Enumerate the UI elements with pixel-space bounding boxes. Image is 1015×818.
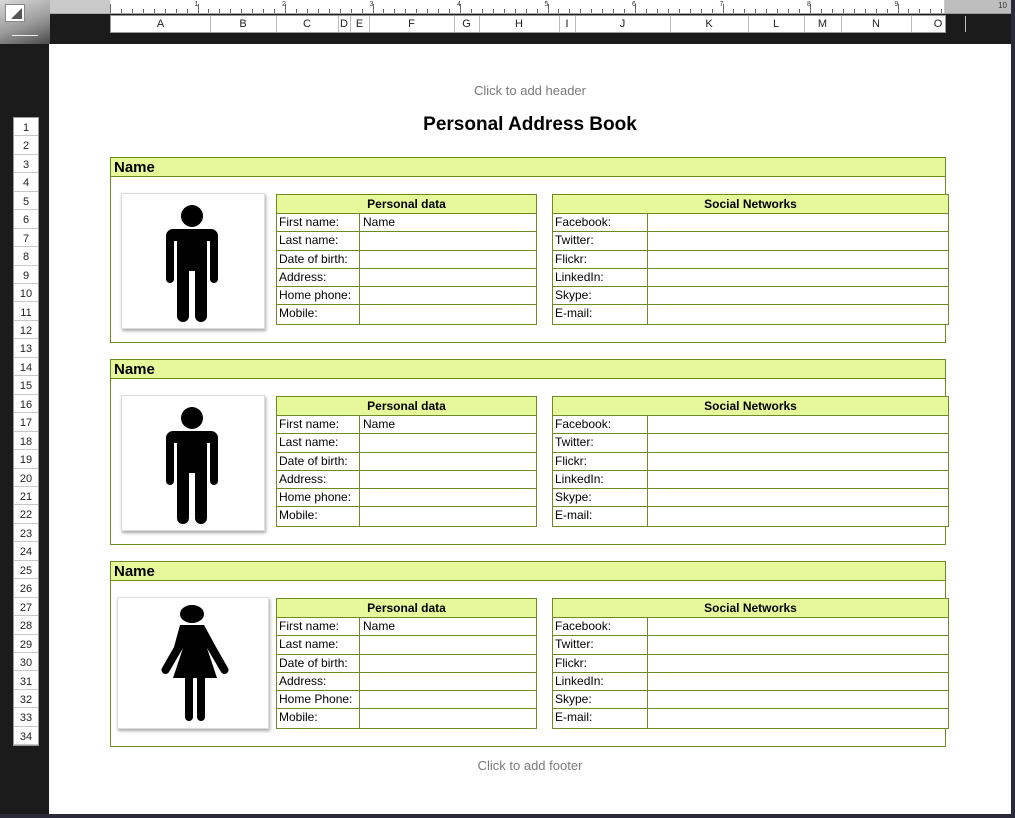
field-label: Last name: (277, 232, 360, 249)
field-value-cell[interactable] (360, 453, 536, 470)
field-label: Facebook: (553, 416, 648, 433)
field-value-cell[interactable]: Name (363, 215, 396, 229)
column-header-m[interactable]: M (804, 16, 842, 32)
table-row (553, 471, 948, 489)
ruler-tick (263, 9, 264, 14)
row-header-23[interactable]: 23 (14, 524, 38, 542)
field-label: First name: (277, 416, 360, 433)
ruler-tick (930, 9, 931, 14)
ruler-tick (504, 9, 505, 14)
row-header-30[interactable]: 30 (14, 653, 38, 671)
ruler-tick (307, 9, 308, 14)
field-value-cell[interactable] (648, 269, 948, 286)
field-value-cell[interactable] (648, 214, 948, 231)
table-row (277, 251, 536, 269)
ruler-tick (274, 9, 275, 14)
contact-name[interactable]: Name (111, 562, 945, 581)
ruler-tick (132, 9, 133, 14)
column-header-g[interactable]: G (454, 16, 480, 32)
row-header-27[interactable]: 27 (14, 598, 38, 616)
field-value-cell[interactable] (360, 287, 536, 304)
column-header-c[interactable]: C (276, 16, 339, 32)
field-value-cell[interactable] (648, 655, 948, 672)
row-header-13[interactable]: 13 (14, 339, 38, 357)
ruler-number: 3 (369, 1, 374, 8)
table-row (277, 673, 536, 691)
column-header-a[interactable]: A (111, 16, 211, 32)
column-headers (110, 15, 946, 33)
ruler-tick (865, 9, 866, 14)
field-value-cell[interactable] (648, 453, 948, 470)
field-value-cell[interactable] (360, 489, 536, 506)
ruler-tick (777, 9, 778, 14)
field-label: Skype: (553, 691, 648, 708)
ruler-tick (121, 9, 122, 14)
field-value-cell[interactable] (360, 691, 536, 708)
field-value-cell[interactable] (648, 232, 948, 249)
table-heading: Personal data (277, 195, 536, 214)
field-label: Twitter: (553, 434, 648, 451)
ruler-number: 8 (807, 1, 811, 8)
ruler-tick (241, 9, 242, 14)
ruler-tick (405, 9, 406, 14)
ruler-tick (526, 9, 527, 14)
row-header-8[interactable]: 8 (14, 247, 38, 265)
table-row (553, 287, 948, 305)
ruler-tick (427, 9, 428, 14)
row-header-25[interactable]: 25 (14, 561, 38, 579)
contact-card (110, 561, 946, 747)
row-header-6[interactable]: 6 (14, 210, 38, 228)
row-header-32[interactable]: 32 (14, 690, 38, 708)
table-row (277, 618, 536, 636)
ruler-tick (919, 9, 920, 14)
table-row (277, 489, 536, 507)
table-row (277, 305, 536, 323)
ruler-tick (712, 9, 713, 14)
ruler-tick (537, 9, 538, 14)
column-header-e[interactable]: E (350, 16, 370, 32)
row-header-12[interactable]: 12 (14, 321, 38, 339)
field-label: Flickr: (553, 453, 648, 470)
field-label: LinkedIn: (553, 269, 648, 286)
table-row (277, 416, 536, 434)
ruler-tick (668, 9, 669, 14)
ruler-tick (646, 9, 647, 14)
ruler-tick (329, 9, 330, 14)
row-header-4[interactable]: 4 (14, 173, 38, 191)
table-row (277, 691, 536, 709)
social-networks-table (552, 396, 949, 527)
table-row (553, 269, 948, 287)
field-label: Mobile: (277, 709, 360, 727)
window-edge (1011, 0, 1015, 818)
row-header-10[interactable]: 10 (14, 284, 38, 302)
contact-card (110, 359, 946, 545)
row-header-20[interactable]: 20 (14, 469, 38, 487)
field-label: E-mail: (553, 305, 648, 323)
field-value-cell[interactable] (648, 636, 948, 653)
column-header-l[interactable]: L (748, 16, 805, 32)
row-header-14[interactable]: 14 (14, 358, 38, 376)
field-label: Home phone: (277, 287, 360, 304)
field-value-cell[interactable] (648, 673, 948, 690)
field-value-cell[interactable] (648, 416, 948, 433)
field-value-cell[interactable] (648, 471, 948, 488)
field-value-cell[interactable] (360, 471, 536, 488)
field-value-cell[interactable] (360, 709, 536, 727)
field-label: Mobile: (277, 305, 360, 323)
column-header-i[interactable]: I (559, 16, 576, 32)
ruler-tick (471, 9, 472, 14)
ruler-tick (176, 9, 177, 14)
table-row (277, 269, 536, 287)
field-label: First name: (277, 214, 360, 231)
row-header-2[interactable]: 2 (14, 136, 38, 154)
table-row (277, 214, 536, 232)
column-header-j[interactable]: J (575, 16, 671, 32)
table-row (277, 709, 536, 727)
field-label: Date of birth: (277, 655, 360, 672)
row-header-29[interactable]: 29 (14, 635, 38, 653)
ruler-tick (154, 9, 155, 14)
field-label: Last name: (277, 636, 360, 653)
ruler-number: 5 (544, 1, 549, 8)
ruler-tick (340, 9, 341, 14)
ruler-number: 6 (632, 1, 636, 8)
field-label: Address: (277, 673, 360, 690)
table-heading: Personal data (277, 599, 536, 618)
social-networks-table (552, 598, 949, 729)
ruler-tick (493, 9, 494, 14)
table-heading: Social Networks (553, 397, 948, 416)
table-heading: Social Networks (553, 599, 948, 618)
table-row (277, 453, 536, 471)
table-row (277, 507, 536, 525)
ruler-number: 2 (282, 1, 286, 8)
ruler-tick (558, 9, 559, 14)
field-label: E-mail: (553, 709, 648, 727)
field-label: Date of birth: (277, 453, 360, 470)
ruler-tick (569, 9, 570, 14)
field-value-cell[interactable] (360, 673, 536, 690)
row-header-26[interactable]: 26 (14, 579, 38, 597)
ruler-tick (208, 9, 209, 14)
field-value-cell[interactable] (360, 269, 536, 286)
column-header-h[interactable]: H (479, 16, 560, 32)
ruler-tick (394, 9, 395, 14)
field-label: Flickr: (553, 655, 648, 672)
ruler-margin-left (50, 0, 110, 14)
table-row (277, 471, 536, 489)
ruler-tick (690, 9, 691, 14)
divider (12, 35, 38, 36)
ruler-tick (219, 9, 220, 14)
table-row (553, 673, 948, 691)
field-label: Last name: (277, 434, 360, 451)
row-header-18[interactable]: 18 (14, 432, 38, 450)
row-headers (13, 117, 39, 746)
row-header-22[interactable]: 22 (14, 505, 38, 523)
field-value-cell[interactable] (648, 434, 948, 451)
ruler-tick (416, 9, 417, 14)
row-header-34[interactable]: 34 (14, 727, 38, 745)
contact-photo[interactable] (121, 193, 265, 329)
column-header-k[interactable]: K (670, 16, 749, 32)
field-label: Flickr: (553, 251, 648, 268)
table-row (553, 636, 948, 654)
table-row (553, 214, 948, 232)
field-label: Home phone: (277, 489, 360, 506)
table-row (553, 453, 948, 471)
field-value-cell[interactable]: Name (363, 417, 396, 431)
ruler-tick (230, 9, 231, 14)
row-header-3[interactable]: 3 (14, 155, 38, 173)
ruler-tick (449, 9, 450, 14)
field-value-cell[interactable] (360, 636, 536, 653)
table-row (553, 434, 948, 452)
ruler-tick (296, 9, 297, 14)
ruler-tick (613, 9, 614, 14)
field-label: Facebook: (553, 618, 648, 635)
ruler-tick (843, 9, 844, 14)
ruler-tick (515, 9, 516, 14)
table-row (553, 655, 948, 673)
row-header-17[interactable]: 17 (14, 413, 38, 431)
ruler-tick (318, 9, 319, 14)
table-row (553, 507, 948, 525)
field-value-cell[interactable] (648, 305, 948, 323)
row-header-31[interactable]: 31 (14, 672, 38, 690)
ruler-tick (755, 9, 756, 14)
window-edge-bottom (0, 814, 1015, 818)
ruler-tick (602, 9, 603, 14)
field-label: LinkedIn: (553, 673, 648, 690)
row-header-16[interactable]: 16 (14, 395, 38, 413)
row-header-19[interactable]: 19 (14, 450, 38, 468)
field-value-cell[interactable] (648, 691, 948, 708)
table-row (277, 636, 536, 654)
field-label: LinkedIn: (553, 471, 648, 488)
ruler-tick (580, 9, 581, 14)
personal-data-table (276, 396, 537, 527)
table-heading: Social Networks (553, 195, 948, 214)
field-value-cell[interactable] (648, 489, 948, 506)
table-row (277, 655, 536, 673)
field-label: Skype: (553, 489, 648, 506)
table-row (277, 232, 536, 250)
row-header-15[interactable]: 15 (14, 376, 38, 394)
ruler-tick (482, 9, 483, 14)
contact-card (110, 157, 946, 343)
ruler-tick (788, 9, 789, 14)
horizontal-ruler (50, 0, 945, 14)
ruler-tick (821, 9, 822, 14)
personal-data-table (276, 598, 537, 729)
row-header-28[interactable]: 28 (14, 616, 38, 634)
field-label: Twitter: (553, 232, 648, 249)
ruler-tick (362, 9, 363, 14)
header-hint[interactable]: Click to add header (473, 83, 586, 98)
ruler-tick (887, 9, 888, 14)
column-header-b[interactable]: B (210, 16, 277, 32)
field-label: Home Phone: (277, 691, 360, 708)
ruler-tick (383, 9, 384, 14)
ruler-tick (876, 9, 877, 14)
table-row (553, 232, 948, 250)
field-label: Facebook: (553, 214, 648, 231)
ruler-tick (733, 9, 734, 14)
row-header-33[interactable]: 33 (14, 708, 38, 726)
table-row (553, 691, 948, 709)
table-row (553, 489, 948, 507)
field-value-cell[interactable] (360, 305, 536, 323)
table-row (553, 251, 948, 269)
row-header-24[interactable]: 24 (14, 542, 38, 560)
column-header-f[interactable]: F (369, 16, 455, 32)
field-value-cell[interactable] (360, 251, 536, 268)
contact-name[interactable]: Name (111, 360, 945, 379)
select-all-button[interactable] (5, 4, 25, 22)
table-row (553, 305, 948, 323)
ruler-number: 4 (457, 1, 461, 8)
contact-name[interactable]: Name (111, 158, 945, 177)
field-value-cell[interactable] (360, 434, 536, 451)
ruler-tick (766, 9, 767, 14)
field-value-cell[interactable] (648, 287, 948, 304)
ruler-tick (799, 9, 800, 14)
ruler-tick (744, 9, 745, 14)
page-title: Personal Address Book (423, 114, 637, 135)
field-label: E-mail: (553, 507, 648, 525)
field-value-cell[interactable] (648, 709, 948, 727)
column-header-d[interactable]: D (338, 16, 351, 32)
column-header-n[interactable]: N (841, 16, 912, 32)
table-row (553, 709, 948, 727)
ruler-number: 1 (194, 1, 199, 8)
social-networks-table (552, 194, 949, 325)
ruler-margin-end (945, 0, 1015, 14)
field-value-cell[interactable] (360, 232, 536, 249)
field-value-cell[interactable]: Name (363, 619, 396, 633)
footer-hint[interactable]: Click to add footer (477, 758, 583, 773)
row-header-7[interactable]: 7 (14, 229, 38, 247)
field-label: Mobile: (277, 507, 360, 525)
table-row (277, 287, 536, 305)
row-header-5[interactable]: 5 (14, 192, 38, 210)
ruler-tick (143, 9, 144, 14)
ruler-number: 10 (998, 1, 1007, 10)
select-all-corner[interactable] (0, 0, 50, 44)
ruler-number: 7 (719, 1, 724, 8)
column-header-o[interactable]: O (911, 16, 966, 32)
ruler-tick (832, 9, 833, 14)
ruler-tick (679, 9, 680, 14)
field-label: Twitter: (553, 636, 648, 653)
field-label: Address: (277, 471, 360, 488)
ruler-tick (657, 9, 658, 14)
contact-photo[interactable] (121, 395, 265, 531)
field-value-cell[interactable] (648, 507, 948, 525)
row-header-9[interactable]: 9 (14, 266, 38, 284)
field-value-cell[interactable] (648, 618, 948, 635)
ruler-tick (110, 4, 111, 14)
field-label: Address: (277, 269, 360, 286)
ruler-tick (252, 9, 253, 14)
field-value-cell[interactable] (360, 507, 536, 525)
field-label: Date of birth: (277, 251, 360, 268)
table-row (553, 416, 948, 434)
table-row (553, 618, 948, 636)
contact-photo[interactable] (117, 597, 269, 729)
ruler-tick (351, 9, 352, 14)
ruler-tick (591, 9, 592, 14)
table-row (277, 434, 536, 452)
ruler-tick (624, 9, 625, 14)
field-label: Skype: (553, 287, 648, 304)
field-label: First name: (277, 618, 360, 635)
ruler-tick (908, 9, 909, 14)
table-heading: Personal data (277, 397, 536, 416)
field-value-cell[interactable] (648, 251, 948, 268)
ruler-tick (165, 9, 166, 14)
ruler-tick (941, 9, 942, 14)
row-header-11[interactable]: 11 (14, 303, 38, 321)
ruler-tick (438, 9, 439, 14)
row-header-1[interactable]: 1 (14, 118, 38, 136)
ruler-tick (854, 9, 855, 14)
personal-data-table (276, 194, 537, 325)
ruler-tick (187, 9, 188, 14)
ruler-tick (701, 9, 702, 14)
row-header-21[interactable]: 21 (14, 487, 38, 505)
field-value-cell[interactable] (360, 655, 536, 672)
ruler-number: 9 (894, 1, 899, 8)
